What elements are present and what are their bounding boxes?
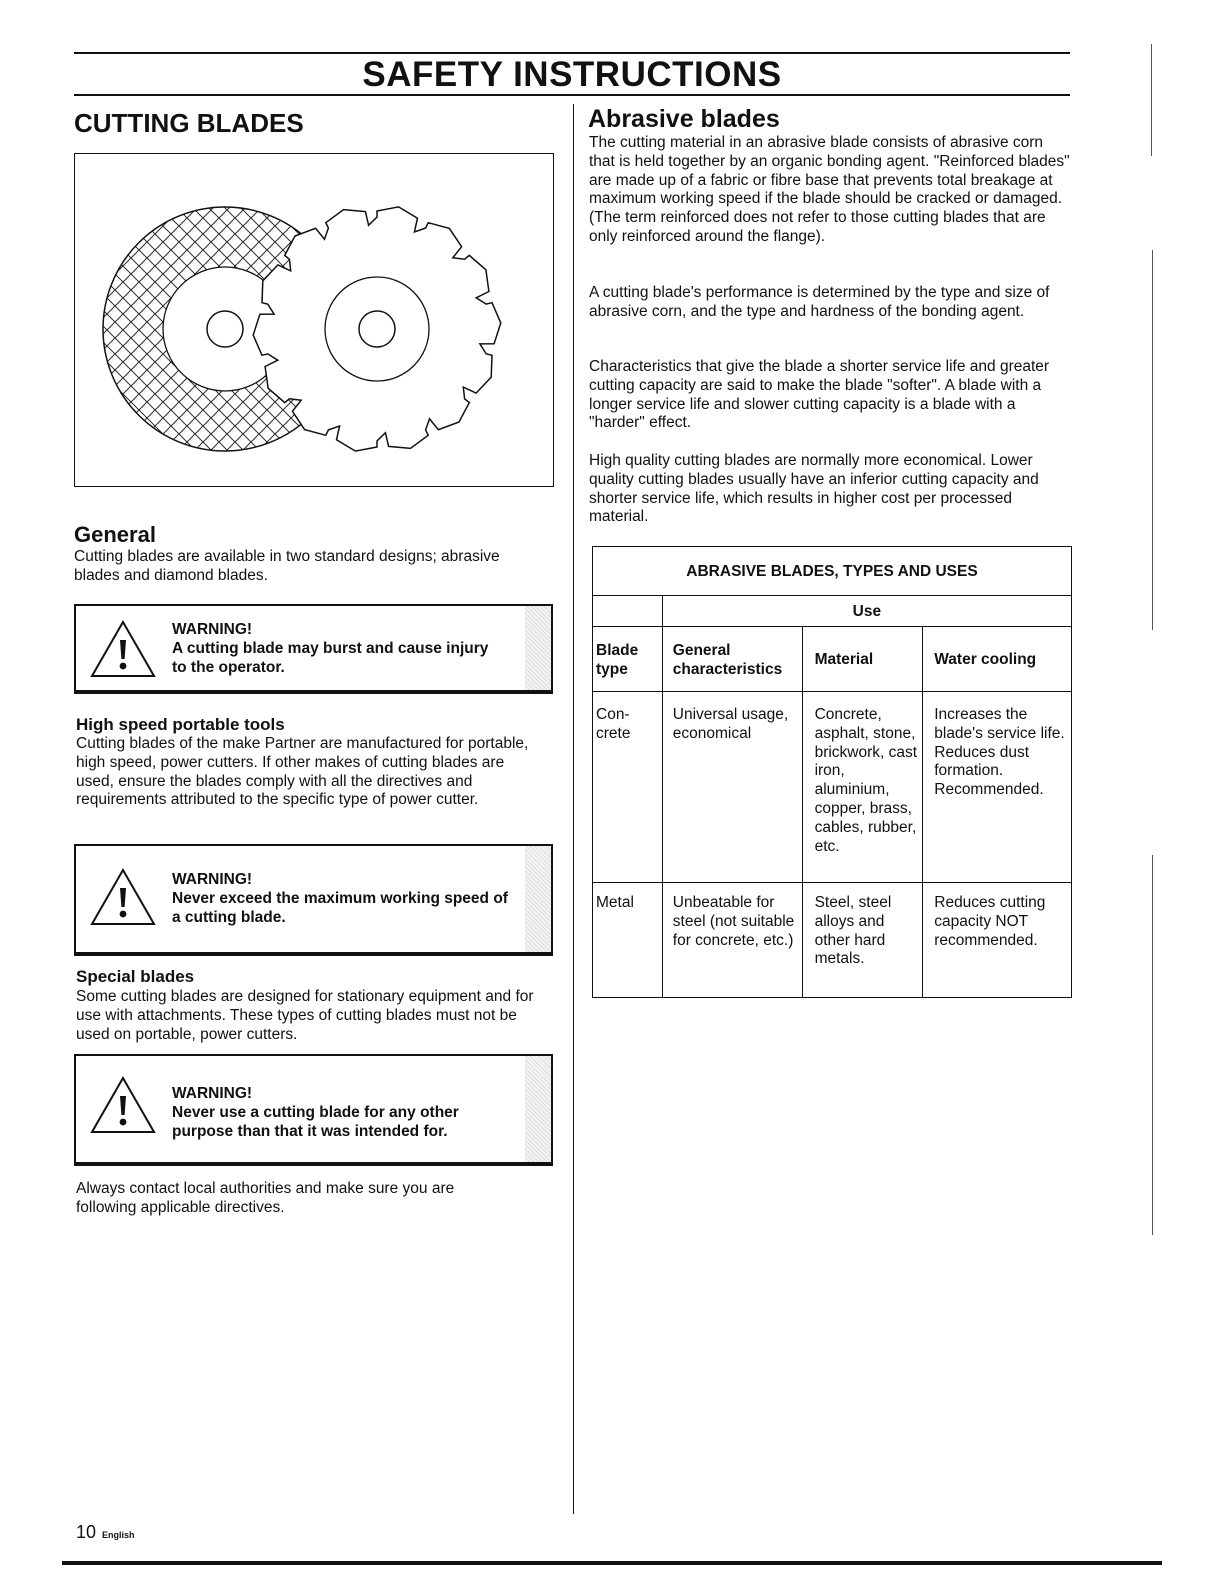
high-speed-heading: High speed portable tools — [76, 715, 285, 734]
table-cell: Metal — [593, 883, 663, 998]
table-header-material: Material — [802, 627, 923, 692]
table-title: ABRASIVE BLADES, TYPES AND USES — [593, 547, 1072, 596]
header-top-rule — [74, 52, 1070, 54]
abrasive-heading: Abrasive blades — [588, 105, 780, 133]
table-header-general: General characteristics — [662, 627, 802, 692]
margin-mark — [1152, 855, 1153, 1235]
table-empty-cell — [593, 596, 663, 627]
header-bottom-rule — [74, 94, 1070, 96]
warning-3-line1: Never use a cutting blade for any other — [172, 1104, 459, 1121]
diamond-blade-arbor-hole — [359, 311, 395, 347]
warning-triangle-icon — [90, 1076, 156, 1134]
warning-3-line2: purpose than that it was intended for. — [172, 1123, 448, 1140]
table-cell: Steel, steel alloys and other hard metals. — [802, 883, 923, 998]
table-header-water: Water cooling — [923, 627, 1072, 692]
warning-1-line2: to the operator. — [172, 659, 285, 676]
column-divider — [573, 104, 574, 1514]
margin-mark — [1151, 44, 1152, 156]
table-cell: Unbeatable for steel (not suitable for concrete, etc.) — [662, 883, 802, 998]
warning-triangle-icon — [90, 620, 156, 678]
closing-text: Always contact local authorities and make sure you are following applicable directives. — [76, 1180, 455, 1216]
table-row — [593, 883, 1072, 998]
table-cell: Increases the blade's service life. Reduces dust formation. Recommended. — [923, 692, 1072, 883]
margin-mark — [1152, 250, 1153, 630]
table-cell: Universal usage, economical — [662, 692, 802, 883]
warning-1-line1: A cutting blade may burst and cause injury — [172, 640, 489, 657]
warning-box-2 — [74, 844, 553, 956]
table-cell: Reduces cutting capacity NOT recommended. — [923, 883, 1072, 998]
abrasive-p3: Characteristics that give the blade a shorter service life and greater cutting capacity are said to make the blade "softer". A blade with a longer service life and slower cutting capacity is a blade with a "harder" effect. — [589, 358, 1050, 432]
warning-2-line1: Never exceed the maximum working speed of — [172, 890, 508, 907]
footer-rule — [62, 1561, 1162, 1565]
abrasive-p2: A cutting blade's performance is determined by the type and size of abrasive corn, and the type and hardness of the bonding agent. — [589, 284, 1050, 320]
abrasive-table — [592, 546, 1072, 998]
high-speed-text: Cutting blades of the make Partner are manufactured for portable, high speed, power cutters. If other makes of cutting blades are used, ensure the blades comply with all the directives and requirements attributed to the specific type of power cutter. — [76, 735, 529, 809]
table-cell: Con- crete — [593, 692, 663, 883]
general-heading: General — [74, 522, 156, 547]
special-heading: Special blades — [76, 967, 195, 986]
table-cell: Concrete, asphalt, stone, brickwork, cast iron, aluminium, copper, brass, cables, rubber, etc. — [802, 692, 923, 883]
footer-language: English — [102, 1530, 135, 1540]
warning-3-title: WARNING! — [172, 1085, 253, 1102]
special-text: Some cutting blades are designed for stationary equipment and for use with attachments. These types of cutting blades must not be used on portable, power cutters. — [76, 988, 534, 1043]
figure-box — [74, 153, 554, 487]
warning-2-title: WARNING! — [172, 871, 253, 888]
footer — [76, 1522, 135, 1543]
warning-box-1 — [74, 604, 553, 694]
warning-1-title: WARNING! — [172, 621, 253, 638]
table-row — [593, 692, 1072, 883]
section-title: CUTTING BLADES — [74, 108, 304, 138]
warning-triangle-icon — [90, 868, 156, 926]
warning-2-line2: a cutting blade. — [172, 909, 286, 926]
page-number: 10 — [76, 1522, 97, 1542]
warning-box-3 — [74, 1054, 553, 1166]
table-header-blade-type: Blade type — [593, 627, 663, 692]
abrasive-p4: High quality cutting blades are normally more economical. Lower quality cutting blades usually have an inferior cutting capacity and shorter service life, which results in higher cost per processed material. — [589, 452, 1039, 526]
general-text: Cutting blades are available in two standard designs; abrasive blades and diamond blades. — [74, 548, 500, 584]
table-use-header: Use — [662, 596, 1071, 627]
page-title: SAFETY INSTRUCTIONS — [362, 55, 782, 94]
abrasive-p1: The cutting material in an abrasive blade consists of abrasive corn that is held together by an organic bonding agent. "Reinforced blades" are made up of a fabric or fibre base that prevents total breakage at maximum working speed if the blade should be cracked or damaged. (The term reinforced does not refer to those cutting blades that are only reinforced around the flange). — [589, 134, 1070, 245]
cutting-blades-illustration-icon — [75, 154, 553, 486]
